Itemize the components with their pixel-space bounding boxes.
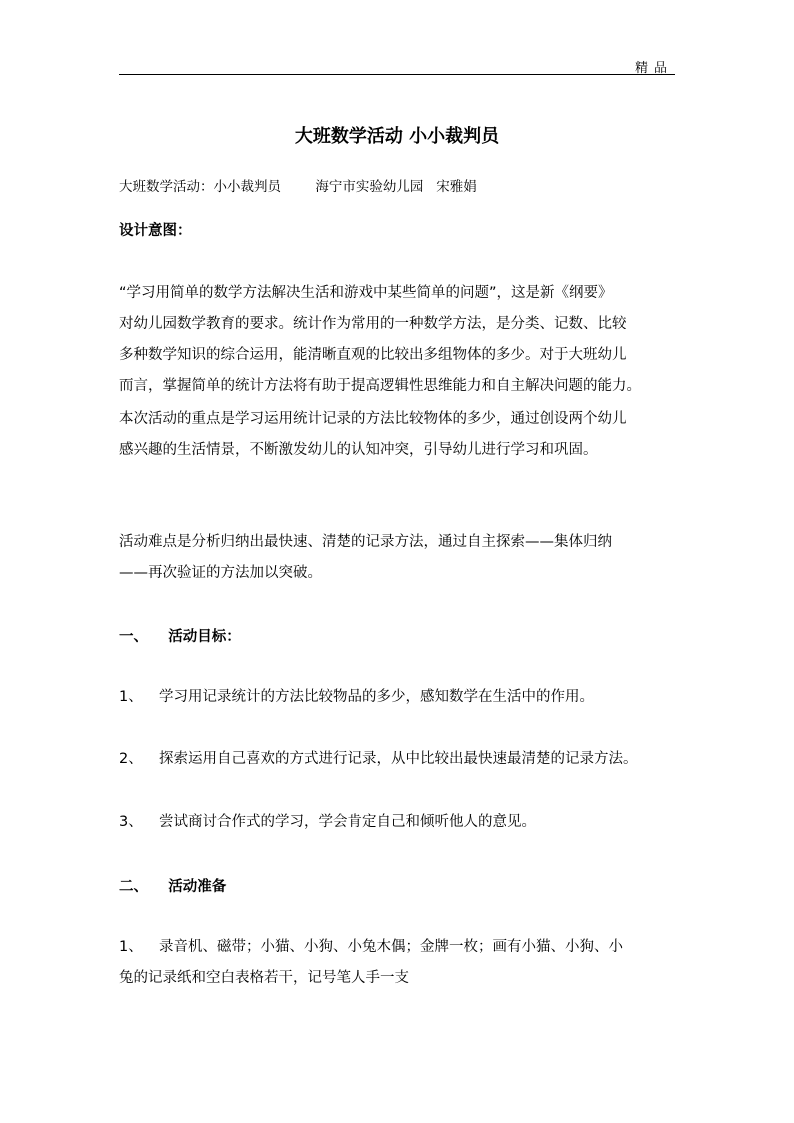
prep-item-continuation: 兔的记录纸和空白表格若干，记号笔人手一支 bbox=[119, 970, 409, 986]
paragraph-line: 本次活动的重点是学习运用统计记录的方法比较物体的多少，通过创设两个幼儿 bbox=[119, 411, 627, 427]
header-rule bbox=[119, 74, 675, 75]
goal-number: 2、 bbox=[119, 751, 143, 767]
prep-item bbox=[119, 932, 623, 963]
prep-number: 1、 bbox=[119, 939, 143, 955]
goal-text: 探索运用自己喜欢的方式进行记录，从中比较出最快速最清楚的记录方法。 bbox=[159, 751, 638, 767]
goal-item bbox=[119, 682, 594, 713]
goal-text: 学习用记录统计的方法比较物品的多少，感知数学在生活中的作用。 bbox=[159, 689, 594, 705]
header-mark: 精品 bbox=[634, 61, 673, 76]
paragraph-intro bbox=[119, 278, 679, 402]
goal-item bbox=[119, 744, 638, 775]
goal-number: 3、 bbox=[119, 814, 143, 830]
paragraph-line: ——再次验证的方法加以突破。 bbox=[119, 565, 322, 581]
paragraph-line: 多种数学知识的综合运用，能清晰直观的比较出多组物体的多少。对于大班幼儿 bbox=[119, 347, 627, 363]
paragraph-line: 感兴趣的生活情景，不断激发幼儿的认知冲突，引导幼儿进行学习和巩固。 bbox=[119, 442, 598, 458]
paragraph-focus bbox=[119, 404, 679, 466]
paragraph-difficulty bbox=[119, 527, 679, 589]
design-intent-heading: 设计意图： bbox=[119, 223, 192, 239]
section-prep-heading: 二、 活动准备 bbox=[119, 879, 227, 895]
paragraph-line: “学习用简单的数学方法解决生活和游戏中某些简单的问题”，这是新《纲要》 bbox=[119, 285, 613, 301]
paragraph-line: 对幼儿园数学教育的要求。统计作为常用的一种数学方法，是分类、记数、比较 bbox=[119, 316, 627, 332]
goal-number: 1、 bbox=[119, 689, 143, 705]
prep-text: 录音机、磁带；小猫、小狗、小兔木偶；金牌一枚；画有小猫、小狗、小 bbox=[159, 939, 623, 955]
subtitle-line: 大班数学活动：小小裁判员 海宁市实验幼儿园 宋雅娟 bbox=[119, 179, 477, 195]
goal-text: 尝试商讨合作式的学习，学会肯定自己和倾听他人的意见。 bbox=[159, 814, 536, 830]
goal-item bbox=[119, 807, 536, 838]
paragraph-line: 而言，掌握简单的统计方法将有助于提高逻辑性思维能力和自主解决问题的能力。 bbox=[119, 378, 641, 394]
section-goals-heading: 一、 活动目标： bbox=[119, 629, 241, 645]
paragraph-line: 活动难点是分析归纳出最快速、清楚的记录方法，通过自主探索——集体归纳 bbox=[119, 534, 612, 550]
page-title: 大班数学活动 小小裁判员 bbox=[294, 126, 500, 147]
